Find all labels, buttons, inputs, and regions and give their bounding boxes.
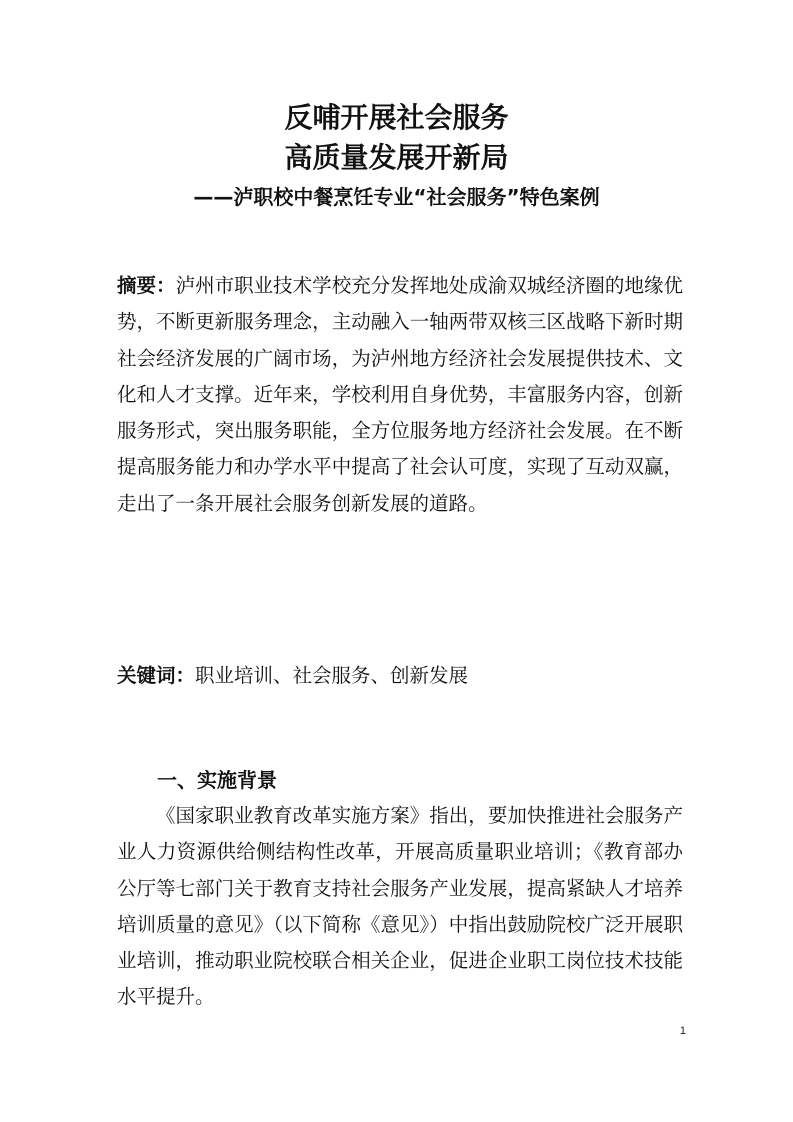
title-line-1: 反哺开展社会服务 bbox=[284, 101, 509, 134]
keywords bbox=[117, 658, 683, 694]
section-paragraph: 《国家职业教育改革实施方案》指出，要加快推进社会服务产业人力资源供给侧结构性改革，开展高质量职业培训；《教育部办公厅等七部门关于教育支持社会服务产业发展，提高紧缺人才培养培训质量的意见》（以下简称《意见》）中指出鼓励院校广泛开展职业培训，推动职业院校联合相关企业，促进企业职工岗位技术技能水平提升。 bbox=[117, 804, 683, 1009]
title-line-2: 高质量发展开新局 bbox=[284, 141, 509, 174]
section-heading: 一、实施背景 bbox=[157, 768, 277, 792]
abstract bbox=[117, 268, 683, 522]
keywords-text: 职业培训、社会服务、创新发展 bbox=[195, 664, 469, 687]
keywords-label: 关键词： bbox=[117, 664, 196, 687]
abstract-label: 摘要： bbox=[117, 274, 176, 297]
abstract-text: 泸州市职业技术学校充分发挥地处成渝双城经济圈的地缘优势，不断更新服务理念，主动融入一轴两带双核三区战略下新时期社会经济发展的广阔市场，为泸州地方经济社会发展提供技术、文化和人才支撑。近年来，学校利用自身优势，丰富服务内容，创新服务形式，突出服务职能，全方位服务地方经济社会发展。在不断提高服务能力和办学水平中提高了社会认可度，实现了互动双赢，走出了一条开展社会服务创新发展的道路。 bbox=[117, 274, 683, 515]
page-number: 1 bbox=[679, 1025, 686, 1037]
subtitle: ——泸职校中餐烹饪专业“社会服务”特色案例 bbox=[193, 185, 600, 209]
